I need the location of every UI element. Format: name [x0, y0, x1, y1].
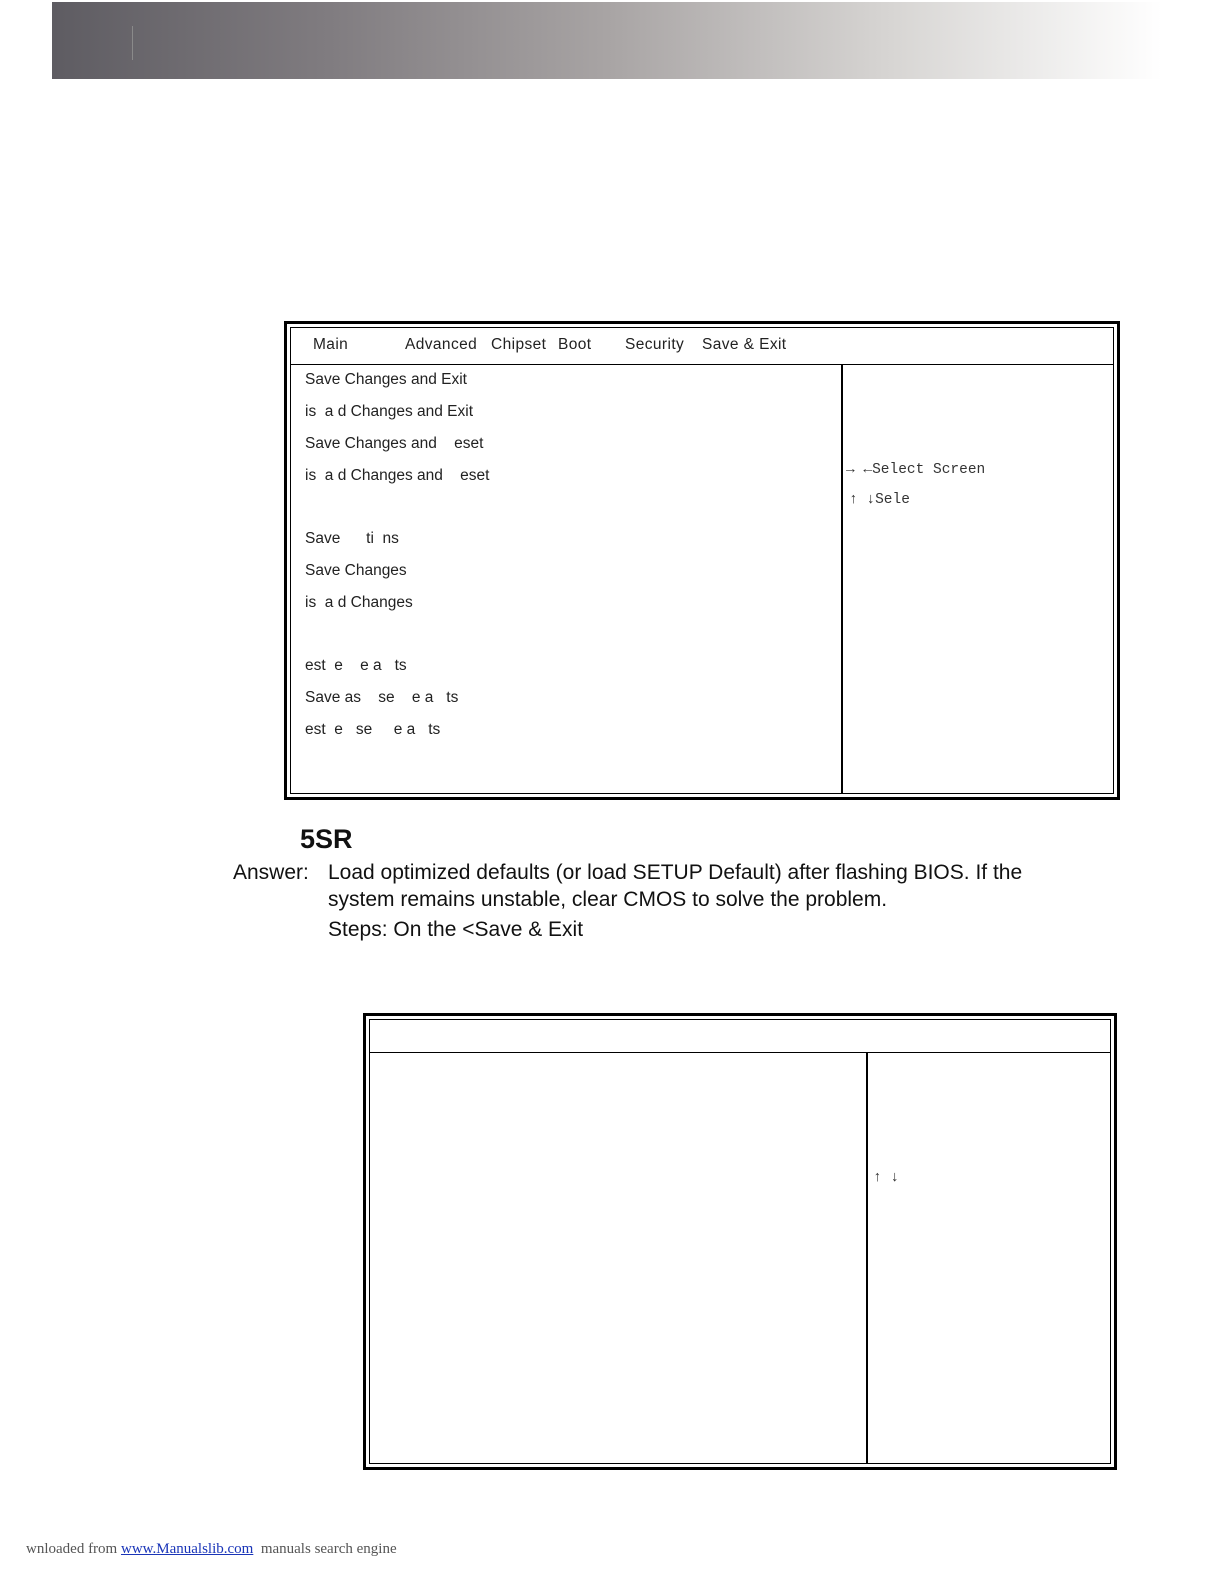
- footer-suffix: manuals search engine: [253, 1541, 397, 1557]
- answer-line-3: Steps: On the <Save & Exit: [328, 918, 584, 941]
- menu-discard-changes-reset[interactable]: is a d Changes and eset: [305, 467, 490, 484]
- tab-chipset[interactable]: Chipset: [491, 336, 547, 353]
- answer-line-1: Load optimized defaults (or load SETUP Default) after flashing BIOS. If the: [328, 861, 1023, 884]
- menu-save-changes-reset[interactable]: Save Changes and eset: [305, 435, 484, 452]
- bios-menu-bar: [291, 328, 1113, 365]
- tab-security[interactable]: Security: [625, 336, 685, 353]
- menu-save-options-heading: Save ti ns: [305, 530, 399, 547]
- menu-discard-changes[interactable]: is a d Changes: [305, 594, 413, 611]
- page-header-band: [52, 2, 1162, 79]
- menu-save-changes-exit[interactable]: Save Changes and Exit: [305, 371, 467, 388]
- bios-panel-divider: [866, 1052, 868, 1463]
- header-divider: [132, 26, 133, 60]
- manualslib-link[interactable]: www.Manualslib.com: [120, 1541, 254, 1557]
- menu-restore-user-defaults[interactable]: est e se e a ts: [305, 721, 441, 738]
- bios-panel-divider: [841, 364, 843, 793]
- help-select-screen: → ←Select Screen: [846, 462, 986, 478]
- bios-screen-2: [363, 1013, 1117, 1470]
- tab-main[interactable]: Main: [313, 336, 349, 353]
- bios-screen-save-exit: [284, 321, 1120, 800]
- tab-save-exit[interactable]: Save & Exit: [702, 336, 787, 353]
- help-up-down-arrows: ↑ ↓: [873, 1170, 900, 1186]
- menu-restore-defaults[interactable]: est e e a ts: [305, 657, 407, 674]
- section-heading: 5SR: [300, 824, 353, 854]
- help-select-item: ↑ ↓Sele: [849, 492, 910, 508]
- bios-menu-bar: [370, 1020, 1110, 1053]
- tab-advanced[interactable]: Advanced: [405, 336, 478, 353]
- answer-label: Answer:: [233, 861, 309, 884]
- footer-prefix: wnloaded from: [26, 1541, 121, 1557]
- menu-discard-changes-exit[interactable]: is a d Changes and Exit: [305, 403, 474, 420]
- menu-save-changes[interactable]: Save Changes: [305, 562, 407, 579]
- page-footer: [26, 1541, 397, 1558]
- bios-inner-frame: [369, 1019, 1111, 1464]
- menu-save-user-defaults[interactable]: Save as se e a ts: [305, 689, 459, 706]
- bios-inner-frame: [290, 327, 1114, 794]
- answer-line-2: system remains unstable, clear CMOS to solve the problem.: [328, 888, 888, 911]
- tab-boot[interactable]: Boot: [558, 336, 592, 353]
